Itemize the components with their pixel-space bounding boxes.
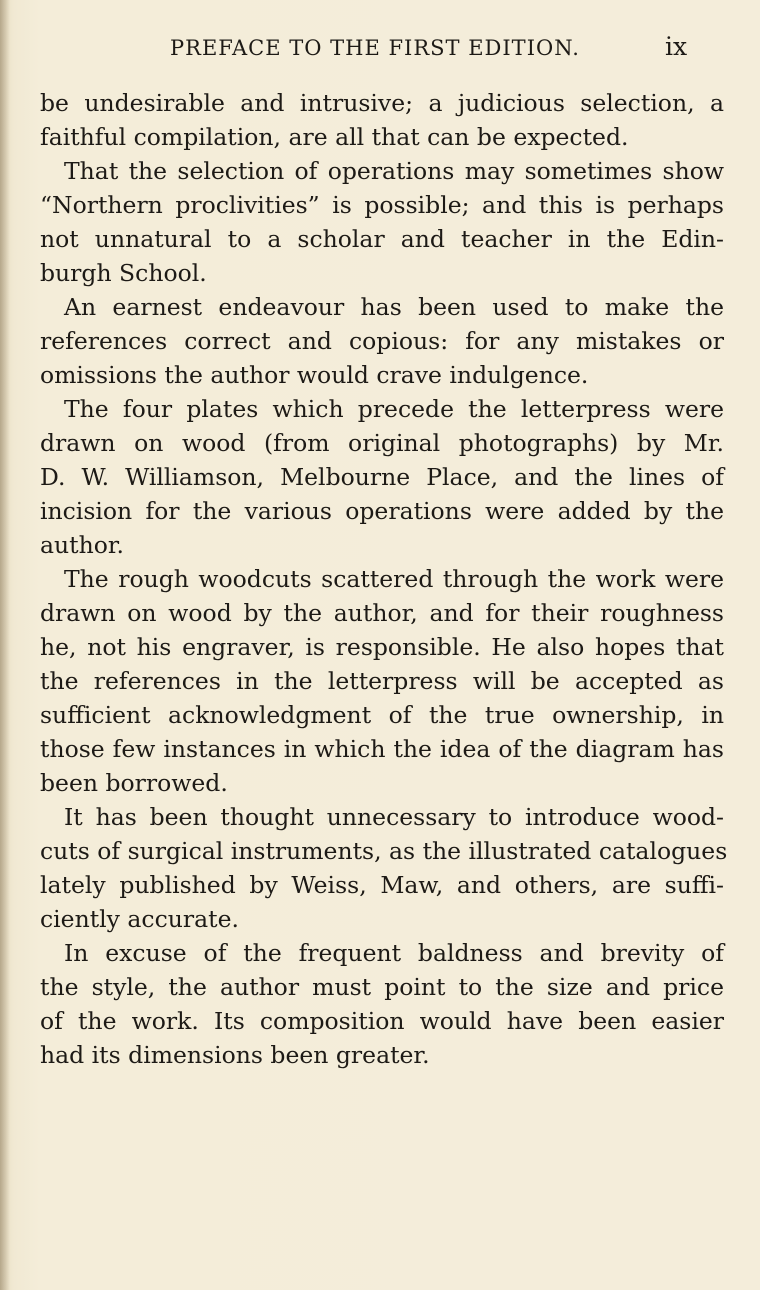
text-line: the references in the letterpress will be accepted as — [40, 667, 724, 695]
text-line: been borrowed. — [40, 769, 228, 797]
text-line: not unnatural to a scholar and teacher in the Edin- — [40, 225, 724, 253]
text-line: references correct and copious: for any mistakes or — [40, 327, 724, 355]
text-line: D. W. Williamson, Melbourne Place, and the lines of — [40, 463, 724, 491]
text-line: he, not his engraver, is responsible. He also hopes that — [40, 633, 724, 661]
text-line: the style, the author must point to the size and price — [40, 973, 724, 1001]
text-line: drawn on wood (from original photographs) by Mr. — [40, 429, 724, 457]
body-text — [40, 86, 728, 1072]
text-line: burgh School. — [40, 259, 207, 287]
text-line: had its dimensions been greater. — [40, 1041, 430, 1069]
text-line: “Northern proclivities” is possible; and this is perhaps — [40, 191, 724, 219]
text-line: drawn on wood by the author, and for their roughness — [40, 599, 724, 627]
text-line: be undesirable and intrusive; a judicious selection, a — [40, 89, 724, 117]
text-line: incision for the various operations were added by the — [40, 497, 724, 525]
text-line: of the work. Its composition would have been easier — [40, 1007, 724, 1035]
gutter-shadow — [0, 0, 10, 1290]
text-line: those few instances in which the idea of the diagram has — [40, 735, 724, 763]
text-line: sufficient acknowledgment of the true ownership, in — [40, 701, 724, 729]
text-line: ciently accurate. — [40, 905, 239, 933]
running-head — [0, 30, 760, 70]
text-line: It has been thought unnecessary to introduce wood- — [64, 803, 724, 831]
text-line: The rough woodcuts scattered through the work were — [64, 565, 724, 593]
text-line: faithful compilation, are all that can be expected. — [40, 123, 629, 151]
text-line: cuts of surgical instruments, as the illustrated catalogues — [40, 837, 728, 865]
page-number: ix — [665, 32, 688, 61]
text-line: The four plates which precede the letterpress were — [64, 395, 724, 423]
text-line: An earnest endeavour has been used to make the — [64, 293, 724, 321]
text-line: lately published by Weiss, Maw, and others, are suffi- — [40, 871, 724, 899]
text-line: omissions the author would crave indulgence. — [40, 361, 589, 389]
running-title: PREFACE TO THE FIRST EDITION. — [170, 36, 580, 60]
text-line: author. — [40, 531, 124, 559]
text-line: In excuse of the frequent baldness and brevity of — [64, 939, 724, 967]
text-line: That the selection of operations may sometimes show — [64, 157, 724, 185]
